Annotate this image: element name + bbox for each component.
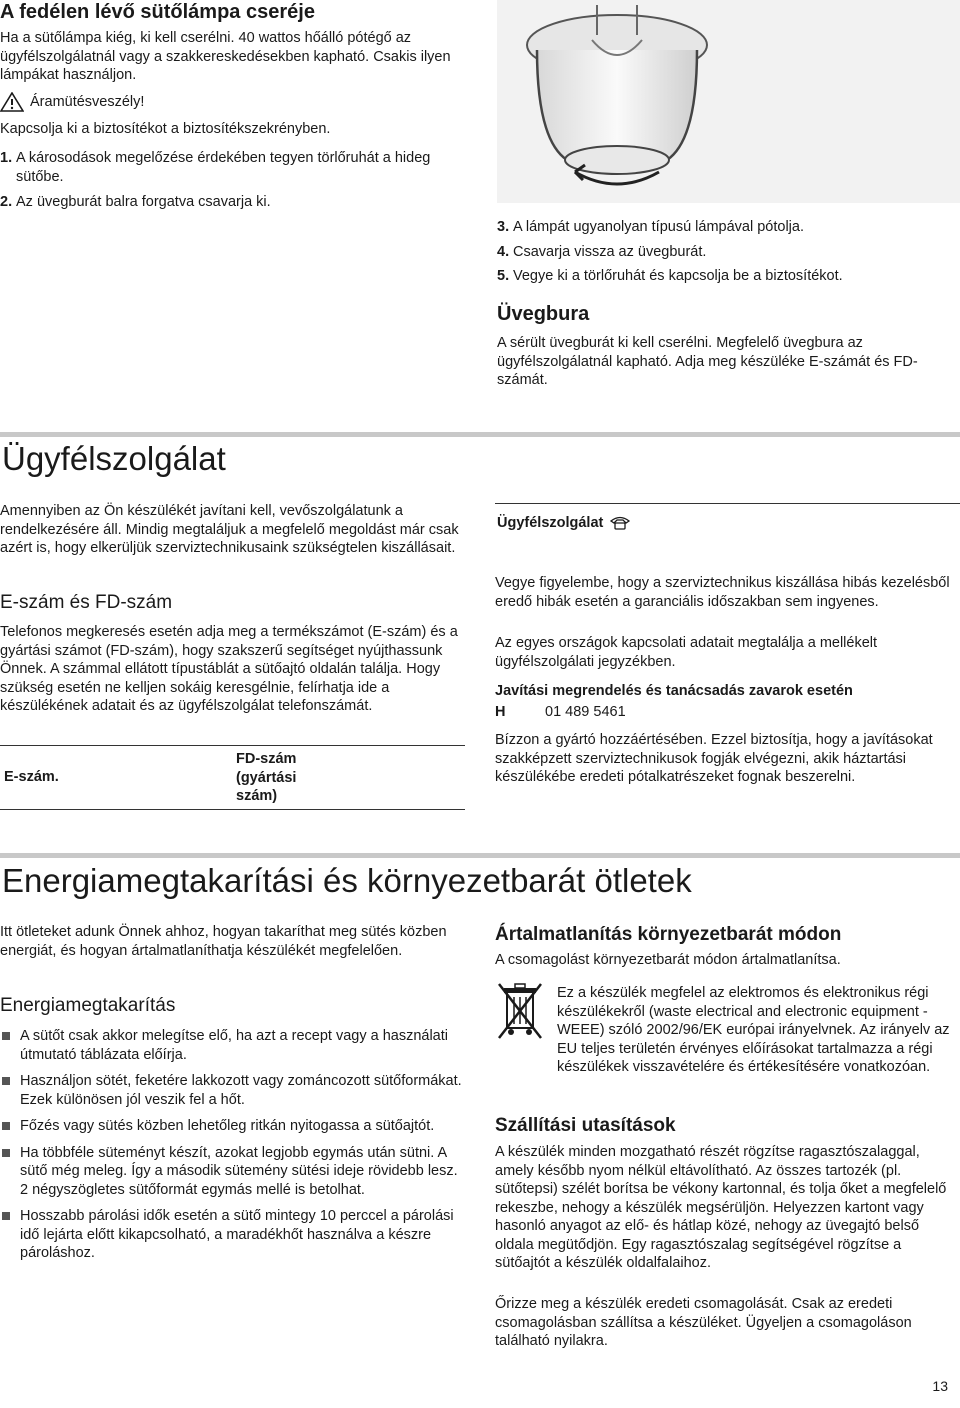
step-number: 3. (497, 219, 510, 235)
step-text: A lámpát ugyanolyan típusú lámpával pótolja. (513, 219, 804, 235)
enr-text: Telefonos megkeresés esetén adja meg a termékszámot (E-szám) és a gyártási számot (FD-szám), hogy szakszerű segítséget nyújthassunk Önnek. A számmal ellátott típustáblát a sütőajtó oldalán találja. Hogy szükség esetén ne kelljen sokáig keresgélnie, felírhatja ide a készülékének adatait és az ügyfélszolgálat telefonszámát. (0, 624, 458, 714)
telephone-icon (609, 515, 631, 531)
energy-intro: Itt ötleteket adunk Önnek ahhoz, hogyan takaríthat meg sütés közben energiát, és hogyan ártalmatlaníthatja készülékét megfelelően. (0, 924, 447, 959)
warning-icon (0, 92, 24, 112)
step-text: Vegye ki a törlőruhát és kapcsolja be a biztosítékot. (513, 268, 843, 284)
step-item (497, 218, 957, 237)
service-box-title-row (497, 514, 631, 533)
transport-title: Szállítási utasítások (495, 1115, 676, 1136)
service-box-title: Ügyfélszolgálat (497, 515, 604, 531)
weee-text: Ez a készülék megfelel az elektromos és elektronikus régi készülékekről (waste electrical and electronic equipment - WEEE) szóló 2002/96/EK európai irányelvnek. Az irányelv az EU teljes területén érvényes előírásokat tartalmazza a régi készülékek visszavételére és értékesítésére vonatkozóan. (557, 985, 950, 1075)
lamp-title: A fedélen lévő sütőlámpa cseréje (0, 1, 315, 23)
warning-title: Áramütésveszély! (30, 93, 145, 110)
e-number-label: E-szám. (4, 769, 59, 785)
step-item (497, 243, 957, 262)
section-divider (0, 853, 960, 858)
enr-title: E-szám és FD-szám (0, 592, 173, 613)
disposal-intro: A csomagolást környezetbarát módon ártalmatlanítsa. (495, 952, 841, 968)
disposal-title: Ártalmatlanítás környezetbarát módon (495, 924, 842, 945)
step-number: 5. (497, 268, 510, 284)
saving-tips (0, 1027, 465, 1271)
service-note-2: Az egyes országok kapcsolati adatait megtalálja a mellékelt ügyfélszolgálati jegyzékben. (495, 635, 878, 670)
service-box-header (495, 503, 960, 544)
warning-text: Kapcsolja ki a biztosítékot a biztosítékszekrényben. (0, 121, 331, 137)
list-item: Használjon sötét, feketére lakkozott vagy zománcozott sütőformákat. Ezek különösen jól veszik fel a hőt. (0, 1072, 465, 1109)
step-text: Csavarja vissza az üvegburát. (513, 243, 707, 260)
service-title: Ügyfélszolgálat (2, 440, 226, 477)
transport-text-2: Őrizze meg a készülék eredeti csomagolását. Csak az eredeti csomagolásban szállítsa a készüléket. Ügyeljen a csomagoláson található nyilakra. (495, 1296, 912, 1349)
phone-country: H (495, 704, 506, 720)
list-item: Ha többféle süteményt készít, azokat legjobb egymás után sütni. A sütő még meleg. Így a második sütemény sütési ideje rövidebb lesz. 2 négyszögletes sütőformát egymás mellé is betolhat. (0, 1144, 465, 1200)
phone-row (495, 703, 960, 722)
step-item (497, 267, 957, 286)
warning-line (0, 92, 470, 112)
lamp-steps-right (497, 218, 957, 286)
page-number: 13 (932, 1378, 948, 1394)
repair-title: Javítási megrendelés és tanácsadás zavarok esetén (495, 683, 853, 699)
step-item (0, 149, 465, 186)
phone-number: 01 489 5461 (545, 704, 626, 720)
step-text: Az üvegburát balra forgatva csavarja ki. (16, 194, 271, 210)
fd-number-label: FD-szám (gyártási szám) (236, 751, 297, 804)
step-number: 2. (0, 194, 13, 210)
service-note-1: Vegye figyelembe, hogy a szerviztechnikus kiszállása hibás kezelésből eredő hibák esetén a garanciális időszakban sem ingyenes. (495, 575, 950, 610)
list-item: A sütőt csak akkor melegítse elő, ha azt a recept vagy a használati útmutató táblázata előírja. (0, 1027, 465, 1064)
glass-title: Üvegbura (497, 303, 590, 325)
lamp-steps-left (0, 149, 465, 212)
list-item: Hosszabb párolási idők esetén a sütő mintegy 10 perccel a párolási idő lejárta előtt kikapcsolható, a maradékhőt használva a készre pároláshoz. (0, 1207, 465, 1263)
glass-text: A sérült üvegburát ki kell cserélni. Megfelelő üvegbura az ügyfélszolgálatnál kapható. Adja meg készüléke E-számát és FD-számát. (497, 335, 918, 388)
number-form (0, 745, 465, 810)
service-intro: Amennyiben az Ön készülékét javítani kell, vevőszolgálatunk a rendelkezésére áll. Mindig megtaláljuk a megfelelő megoldást már csak azért is, hogy elkerüljük szerviztechnikusaink szükségtelen kiszállásait. (0, 503, 459, 556)
weee-bin-icon (495, 982, 545, 1044)
list-item: Főzés vagy sütés közben lehetőleg ritkán nyitogassa a sütőajtót. (0, 1117, 465, 1136)
section-divider (0, 432, 960, 437)
step-number: 1. (0, 150, 13, 166)
saving-title: Energiamegtakarítás (0, 995, 176, 1016)
lamp-illustration (497, 0, 960, 203)
step-text: A károsodások megelőzése érdekében tegyen törlőruhát a hideg sütőbe. (16, 150, 431, 185)
energy-title: Energiamegtakarítási és környezetbarát ötletek (2, 862, 692, 899)
step-item (0, 193, 465, 212)
lamp-intro: Ha a sütőlámpa kiég, ki kell cserélni. 40 wattos hőálló pótégő az ügyfélszolgálatnál vagy a szakkereskedésekben kapható. Csakis ilyen lámpákat használjon. (0, 30, 451, 83)
service-note-3: Bízzon a gyártó hozzáértésében. Ezzel biztosítja, hogy a javításokat szakképzett szerviztechnikusok fogják elvégezni, akik háztartási készülékébe eredeti pótalkatrészeket fognak beszerelni. (495, 732, 933, 785)
transport-text-1: A készülék minden mozgatható részét rögzítse ragasztószalaggal, amely később nyom nélkül eltávolítható. Az összes tartozék (pl. sütőtepsi) szélét borítsa be vékony kartonnal, és tolja őket a megfelelő rekeszbe, nehogy a készülék megsérüljön. Helyezzen kartont vagy hasonló anyagot az elő- és hátlap közé, nehogy az üvegajtó belső oldala megütődjön. Egy ragasztószalag segítségével rögzítse a sütőajtót a készülék oldalfalaihoz. (495, 1144, 947, 1271)
step-number: 4. (497, 243, 510, 260)
